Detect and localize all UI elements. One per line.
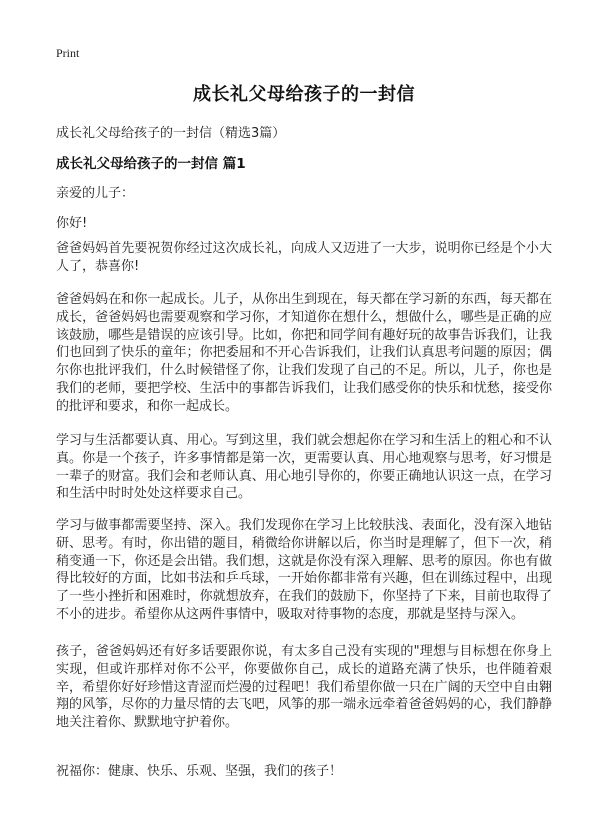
paragraph-hopes: 孩子，爸爸妈妈还有好多话要跟你说，有太多自己没有实现的"理想与目标想在你身上实现，但或许那样对你不公平，你要做你自己，成长的道路充满了快乐，也伴随着艰辛，希望你好好珍惜这青涩而烂漫的过程吧！我们希望你做一只在广阔的天空中自由翱翔的风筝，尽你的力量尽情的去飞吧，风筝的那一端永远牵着爸爸妈妈的心，我们静静地关注着你、默默地守护着你。 xyxy=(56,644,552,731)
closing-blessing: 祝福你：健康、快乐、乐观、坚强，我们的孩子！ xyxy=(56,764,343,779)
salutation: 亲爱的儿子： xyxy=(56,186,135,201)
paragraph-growing-together: 爸爸妈妈在和你一起成长。儿子，从你出生到现在，每天都在学习新的东西，每天都在成长，爸爸妈妈也需要观察和学习你，才知道你在想什么，想做什么，哪些是正确的应该鼓励，哪些是错误的应该引导。比如，你把和同学间有趣好玩的故事告诉我们，让我们也回到了快乐的童年；你把委屈和不开心告诉我们，让我们认真思考问题的原因；偶尔你也批评我们，什么时候错怪了你，让我们发现了自己的不足。所以，儿子，你也是我们的老师，要把学校、生活中的事都告诉我们，让我们感受你的快乐和忧愁，接受你的批评和要求，和你一起成长。 xyxy=(56,292,552,414)
paragraph-study-carefully: 学习与生活都要认真、用心。写到这里，我们就会想起你在学习和生活上的粗心和不认真。你是一个孩子，许多事情都是第一次，更需要认真、用心地观察与思考，好习惯是一辈子的财富。我们会和老师认真、用心地引导你的，你要正确地认识这一点，在学习和生活中时时处处这样要求自己。 xyxy=(56,433,552,502)
paragraph-persistence: 学习与做事都需要坚持、深入。我们发现你在学习上比较肤浅、表面化，没有深入地钻研、思考。有时，你出错的题目，稍微给你讲解以后，你当时是理解了，但下一次，稍稍变通一下，你还是会出错。我们想，这就是你没有深入理解、思考的原因。你也有做得比较好的方面，比如书法和乒乓球，一开始你都非常有兴趣，但在训练过程中，出现了一些小挫折和困难时，你就想放弃，在我们的鼓励下，你坚持了下来，目前也取得了不小的进步。希望你从这两件事情中，吸取对待事物的态度，那就是坚持与深入。 xyxy=(56,518,552,622)
greeting: 你好! xyxy=(56,216,88,231)
document-subtitle: 成长礼父母给孩子的一封信（精选3篇） xyxy=(56,126,286,141)
paragraph-congratulations: 爸爸妈妈首先要祝贺你经过这次成长礼，向成人又迈进了一大步，说明你已经是个小大人了，恭喜你! xyxy=(56,241,552,274)
section-heading: 成长礼父母给孩子的一封信 篇1 xyxy=(56,156,246,172)
page-title: 成长礼父母给孩子的一封信 xyxy=(193,84,415,105)
print-link[interactable]: Print xyxy=(56,46,80,60)
